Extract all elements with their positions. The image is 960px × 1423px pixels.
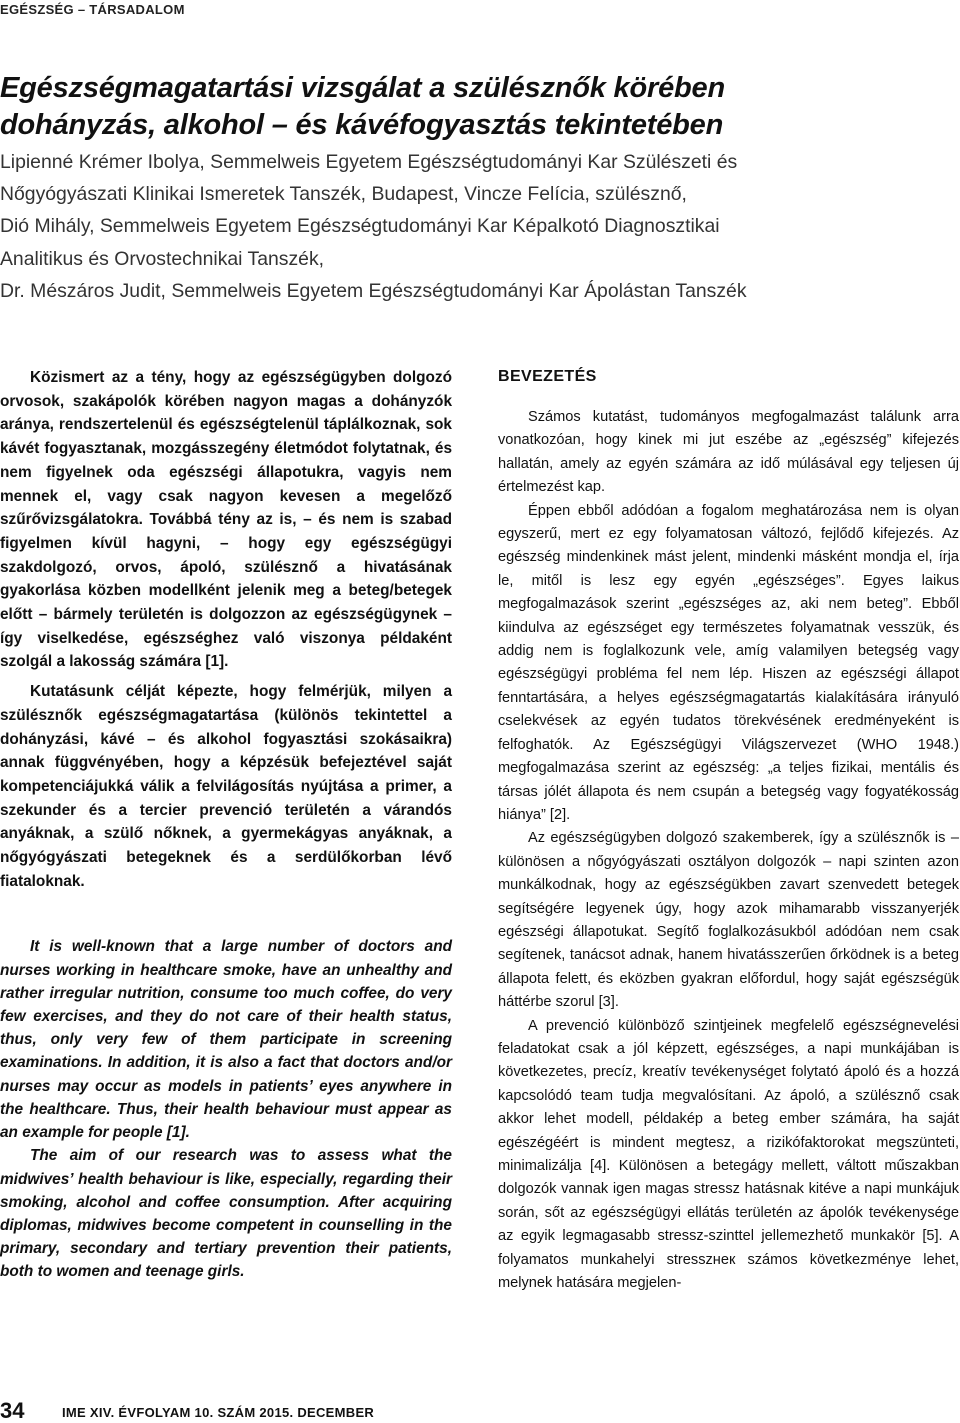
right-column [498, 368, 959, 1295]
author-affiliations [0, 146, 958, 307]
footer-rule [0, 1388, 960, 1389]
journal-issue: IME XIV. ÉVFOLYAM 10. SZÁM 2015. DECEMBER [62, 1405, 375, 1420]
introduction-body [498, 406, 959, 1295]
page-number: 34 [0, 1398, 25, 1423]
author-line: Nőgyógyászati Klinikai Ismeretek Tanszék, Budapest, Vincze Felícia, szülésznő, [0, 183, 687, 206]
author-line: Dió Mihály, Semmelweis Egyetem Egészségtudományi Kar Képalkotó Diagnosztikai [0, 215, 720, 238]
author-line: Analitikus és Orvostechnikai Tanszék, [0, 247, 325, 270]
article-title-line: Egészségmagatartási vizsgálat a szülésznők körében [0, 72, 725, 104]
body-paragraph: Számos kutatást, tudományos megfogalmazást találunk arra vonatkozóan, hogy kinek mi jut eszébe az „egészség” kifejezés hallatán, amely az egyén számára az idő múlásával egy teljesen új értelmezést kap. [498, 409, 959, 496]
body-paragraph: Az egészségügyben dolgozó szakemberek, így a szülésznők is – különösen a nőgyógyászati osztályon dolgozók – napi szinten azon munkálkodnak, hogy az egészségükben zavart szenvedett betegek segítségére legyenek úgy, hogy azok mihamarabb visszanyerjék egészségi állapotukat. Segítő foglalkozásukból adódóan nem csak segítenek, tanácsot adnak, hanem hivatásszerűen őrködnek is a beteg állapota felett, és eközben gyakran előfordul, hogy saját egészségük háttérbe szorul [3]. [498, 830, 959, 1011]
abstract-english [0, 935, 452, 1283]
left-column [0, 366, 452, 1284]
abstract-hu-paragraph: Kutatásunk célját képezte, hogy felmérjük, milyen a szülésznők egészségmagatartása (különös tekintettel a dohányzási, kávé – és alkohol fogyasztási szokásaikra) annak függvényében, hogy a képzésük befejeztével saját kompetenciájukká válik a felvilágosítás nyújtása a primer, a szekunder és a tercier prevenció területén a várandós anyáknak, a szülő nőknek, a gyermekágyas anyáknak, a nőgyógyászati betegeknek és a serdülőkorban lévő fiataloknak. [0, 683, 452, 890]
abstract-hu-paragraph: Közismert az a tény, hogy az egészségügyben dolgozó orvosok, szakápolók körében nagyon magas a dohányzók aránya, rendszertelenül és egészségtelenül táplálkoznak, sok kávét fogyasztanak, mozgásszegény életmódot folytatnak, és nem figyelnek oda egészségi állapotukra, vagyis nem mennek el, vagy csak nagyon kevesen a megelőző szűrővizsgálatokra. Továbbá tény az is, – és nem is szabad figyelmen kívül hagyni, – hogy egy egészségügyi szakdolgozó, orvos, ápoló, szülésznő a hivatásának gyakorlása közben modellként jelenik meg a beteg/betegek előtt – bármely területén is dolgozzon az egészségügynek – így viselkedése, egészséghez való viszonya példaként szolgál a lakosság számára [1]. [0, 369, 452, 671]
section-label: EGÉSZSÉG – TÁRSADALOM [0, 2, 185, 17]
author-line: Dr. Mészáros Judit, Semmelweis Egyetem Egészségtudományi Kar Ápolástan Tanszék [0, 279, 747, 302]
article-title-line: dohányzás, alkohol – és kávéfogyasztás tekintetében [0, 109, 724, 141]
abstract-en-paragraph: It is well-known that a large number of doctors and nurses working in healthcare smoke, have an unhealthy and rather irregular nutrition, consume too much coffee, do very few exercises, and they do not care of their health status, thus, only very few of them participate in screening examinations. In addition, it is also a fact that doctors and/or nurses may occur as models in patients’ eyes anywhere in the healthcare. Thus, their health behaviour must appear as an example for people [1]. [0, 938, 452, 1142]
abstract-en-paragraph: The aim of our research was to assess what the midwives’ health behaviour is like, especially, regarding their smoking, alcohol and coffee consumption. After acquiring diplomas, midwives become competent in counselling in the primary, secondary and tertiary prevention their patients, both to women and teenage girls. [0, 1147, 452, 1281]
body-paragraph: Éppen ebből adódóan a fogalom meghatározása nem is olyan egyszerű, mert ez egy folyamatosan változó, fejlődő kifejezés. Az egészség mindenkinek mást jelent, mindenki másként mondja el, írja le, mitől is lesz egy egyén „egészséges”. Egyes laikus megfogalmazások szerint „egészséges az, aki nem beteg”. Ebből kiindulva az egészséget egy természetes folyamatnak vesszük, és addig nem is foglalkozunk vele, amíg valamilyen betegség vagy egészségügyi probléma fel nem lép. Hiszen az egészségi állapot fenntartására, a helyes egészségmagatartás kialakítására irányuló cselekvések az egyén tudatos törekvésének eredményeként is felfoghatók. Az Egészségügyi Világszervezet (WHO 1948.) megfogalmazása szerint az egészség: „a teljes fizikai, mentális és társas jólét állapota és nem csupán a betegség vagy fogyatékosság hiánya” [2]. [498, 502, 959, 823]
abstract-hungarian [0, 366, 452, 893]
body-paragraph: A prevenció különböző szintjeinek megfelelő egészségnevelési feladatokat csak a jól képzett, egészséges, a napi munkájában is következetes, precíz, kreatív tevékenységet folytató ápoló és a hozzá kapcsolódó team tudja megvalósítani. Az ápoló, a szülésznő csak akkor lehet modell, példakép a beteg ember számára, ha saját egészégéért is mindent megtesz, a rizikófaktorokat megszünteti, minimalizálja [4]. Különösen a betegágy mellett, váltott műszakban dolgozók vannak igen magas stressz hatásnak kitéve a napi munkájuk során, sőt az egészségügyi ellátás területén az ápolók tevékenysége az egyik legmagasabb stressz-szinttel jellemezhető munkakör [5]. A folyamatos munkahelyi stresszнек számos következménye lehet, melynek hatására megjelen- [498, 1017, 959, 1292]
article-title [0, 70, 950, 144]
section-heading: BEVEZETÉS [498, 368, 597, 385]
author-line: Lipienné Krémer Ibolya, Semmelweis Egyetem Egészségtudományi Kar Szülészeti és [0, 151, 738, 173]
page-footer [0, 1400, 960, 1423]
